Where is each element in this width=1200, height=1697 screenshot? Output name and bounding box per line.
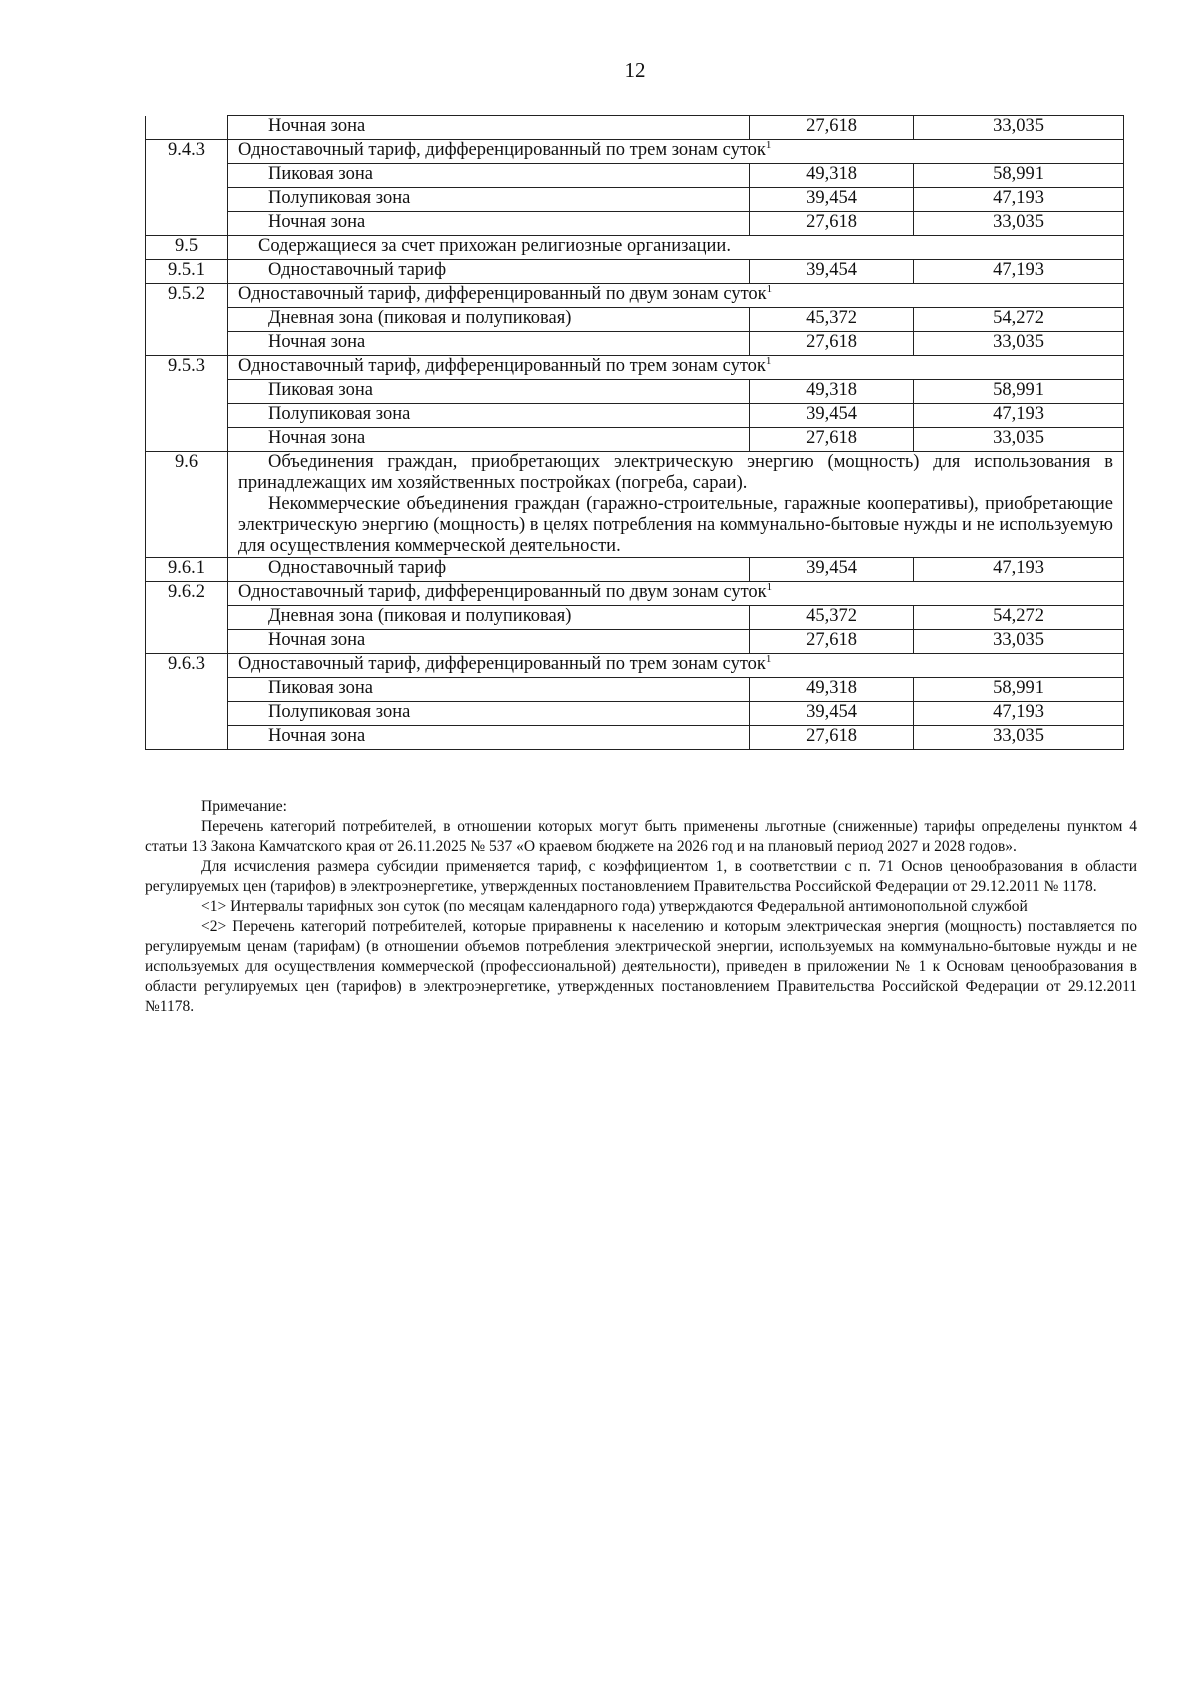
table-row: 9.4.3 Одноставочный тариф, дифференцированный по трем зонам суток$^1$	[146, 140, 1124, 164]
notes-section	[145, 797, 1137, 1017]
table-row: 9.5.3 Одноставочный тариф, дифференцированный по трем зонам суток$^1$	[146, 356, 1124, 380]
table-row: 9.5 Содержащиеся за счет прихожан религиозные организации.	[146, 236, 1124, 260]
table-row: 9.6.2 Одноставочный тариф, дифференцированный по двум зонам суток$^1$	[146, 582, 1124, 606]
page-number: 12	[624, 58, 646, 82]
footnote-2: <2> Перечень категорий потребителей, которые приравнены к населению и которым электрическая энергия (мощность) поставляется по регулируемым ценам (тарифам) (в отношении объемов потребления электрической энергии, используемых на коммунально-бытовые нужды и не используемых для осуществления коммерческой (профессиональной) деятельности), приведен в приложении № 1 к Основам ценообразования в области регулируемых цен (тарифов) в электроэнергетике, утвержденных постановлением Правительства Российской Федерации от 29.12.2011 №1178.	[145, 918, 1137, 1015]
footnote-1: <1> Интервалы тарифных зон суток (по месяцам календарного года) утверждаются Федеральной антимонопольной службой	[201, 898, 1028, 915]
category-description: Объединения граждан, приобретающих электрическую энергию (мощность) для использования в принадлежащих им хозяйственных постройках (погреба, сараи).	[238, 452, 1113, 493]
table-row: Полупиковая зона 39,454 47,193	[146, 188, 1124, 212]
table-row: 9.6 Объединения граждан, приобретающих электрическую энергию (мощность) для использования в принадлежащих им хозяйственных постройках (погреба, сараи). Некоммерческие объединения граждан (гаражно-строительные, гаражные кооперативы), приобретающие электрическую энергию (мощность) в целях потребления на коммунально-бытовые нужды и не используемую для осуществления коммерческой деятельности.	[146, 452, 1124, 558]
table-row: Пиковая зона 49,318 58,991	[146, 380, 1124, 404]
note-paragraph: Для исчисления размера субсидии применяется тариф, с коэффициентом 1, в соответствии с п. 71 Основ ценообразования в области регулируемых цен (тарифов) в электроэнергетике, утвержденных постановлением Правительства Российской Федерации от 29.12.2011 № 1178.	[145, 858, 1137, 895]
table-row: Дневная зона (пиковая и полупиковая) 45,372 54,272	[146, 606, 1124, 630]
table-row: 9.5.1 Одноставочный тариф 39,454 47,193	[146, 260, 1124, 284]
table-row: Ночная зона 27,618 33,035	[146, 116, 1124, 140]
table-row: Полупиковая зона 39,454 47,193	[146, 702, 1124, 726]
table-row: 9.6.1 Одноставочный тариф 39,454 47,193	[146, 558, 1124, 582]
note-paragraph: Перечень категорий потребителей, в отношении которых могут быть применены льготные (сниженные) тарифы определены пунктом 4 статьи 13 Закона Камчатского края от 26.11.2025 № 537 «О краевом бюджете на 2026 год и на плановый период 2027 и 2028 годов».	[145, 818, 1137, 855]
table-row: Дневная зона (пиковая и полупиковая) 45,372 54,272	[146, 308, 1124, 332]
table-row: Ночная зона 27,618 33,035	[146, 332, 1124, 356]
tariff-table	[145, 115, 1124, 750]
table-row: 9.5.2 Одноставочный тариф, дифференцированный по двум зонам суток$^1$	[146, 284, 1124, 308]
table-row: Пиковая зона 49,318 58,991	[146, 678, 1124, 702]
table-row: Полупиковая зона 39,454 47,193	[146, 404, 1124, 428]
table-row: Пиковая зона 49,318 58,991	[146, 164, 1124, 188]
table-row: Ночная зона 27,618 33,035	[146, 630, 1124, 654]
table-row: Ночная зона 27,618 33,035	[146, 212, 1124, 236]
table-row: Ночная зона 27,618 33,035	[146, 428, 1124, 452]
table-row: Ночная зона 27,618 33,035	[146, 726, 1124, 750]
table-row: 9.6.3 Одноставочный тариф, дифференцированный по трем зонам суток$^1$	[146, 654, 1124, 678]
notes-title: Примечание:	[201, 798, 287, 815]
category-description: Некоммерческие объединения граждан (гаражно-строительные, гаражные кооперативы), приобретающие электрическую энергию (мощность) в целях потребления на коммунально-бытовые нужды и не используемую для осуществления коммерческой деятельности.	[238, 494, 1113, 556]
